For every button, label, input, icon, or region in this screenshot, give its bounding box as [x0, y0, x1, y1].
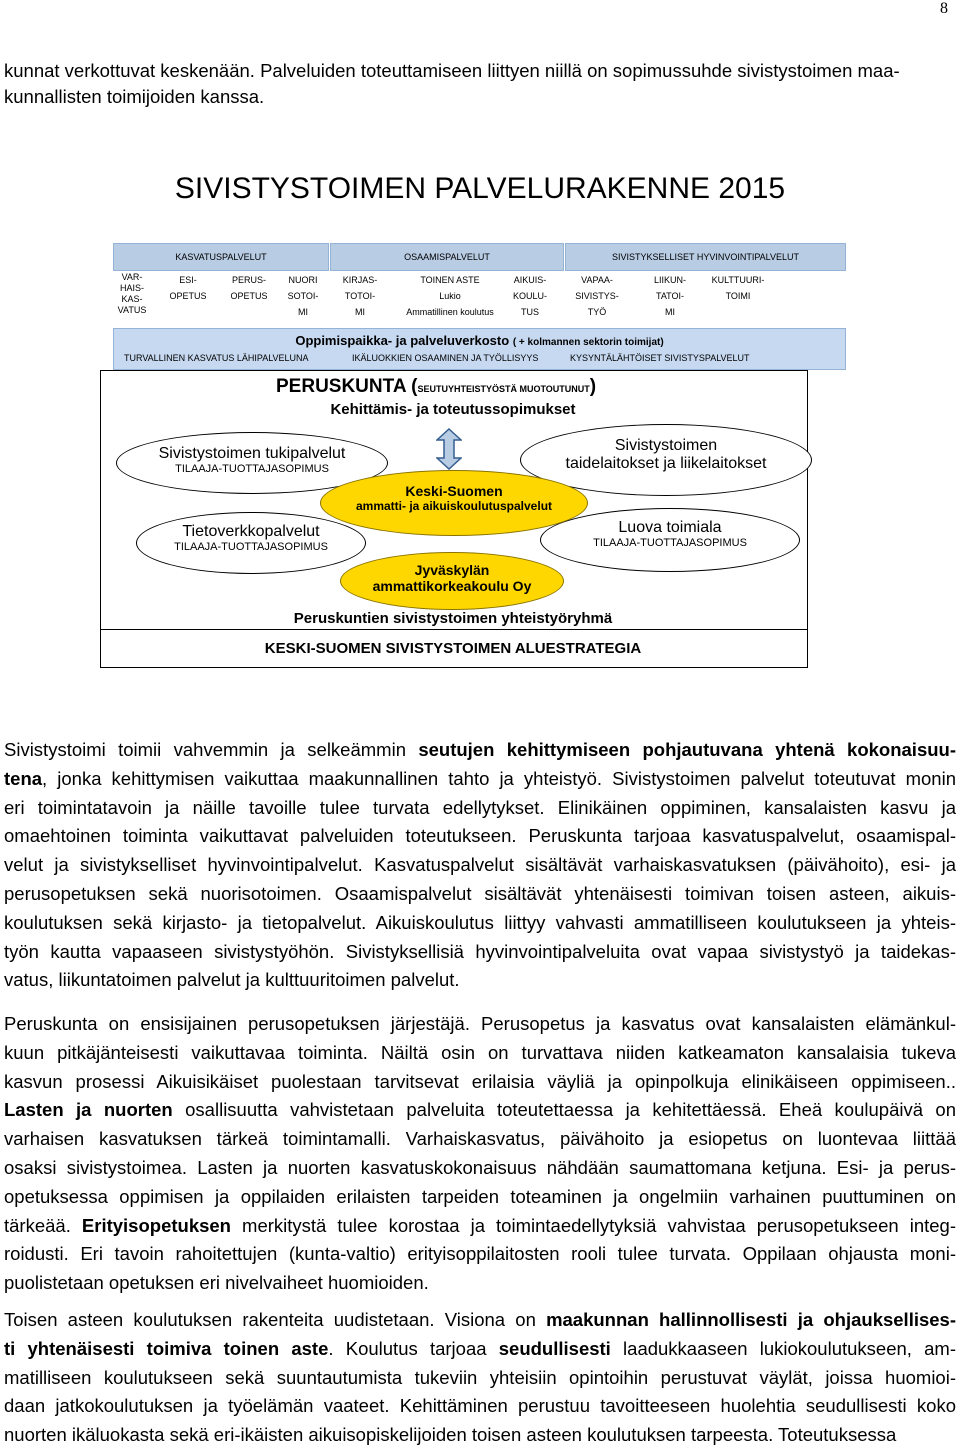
text-line: [4, 1183, 956, 1212]
text-line: [4, 851, 956, 880]
text-run: nuorten ikäluokasta sekä eri-ikäisten aikuisopiskelijoiden toisen asteen koulutuksen tarpeesta. Toteutuksessa: [4, 1424, 897, 1446]
intro-line: kunnat verkottuvat keskenään. Palveluiden toteuttamiseen liittyen niillä on sopimussuhde sivistystoimen maa-: [4, 60, 900, 81]
paragraph-2: [4, 1010, 956, 1298]
text-line: [4, 1154, 956, 1183]
header-bar-kasvatus: KASVATUSPALVELUT: [113, 243, 329, 271]
jyvaskyla-line2: ammattikorkeakoulu Oy: [372, 578, 532, 594]
taidelaitokset-line2: taidelaitokset ja liikelaitokset: [565, 455, 767, 472]
text-run: kuun pitkäjänteisesti vaikuttavaa toiminta. Näiltä osin on turvattava niiden katkeamaton kansalaisia tukeva: [4, 1041, 956, 1063]
col-perusopetus: PERUS- OPETUS: [230, 275, 268, 301]
text-line: [4, 1039, 956, 1068]
bold-text: seutujen kehittymiseen pohjautuvana yhtenä kokonaisuu-: [418, 739, 956, 760]
text-run: varhaisen kasvatuksen tärkeä toimintamalli. Varhaiskasvatus, päivähoito ja esiopetus on luontevaa liittää: [4, 1128, 956, 1150]
text-line: [4, 1212, 956, 1241]
sub-label-osaaminen: IKÄLUOKKIEN OSAAMINEN JA TYÖLLISYYS: [352, 353, 539, 363]
text-line: [4, 794, 956, 823]
text-line: [4, 1421, 956, 1450]
bold-text: maakunnan hallinnollisesti ja ohjauksellises-: [546, 1309, 957, 1330]
text-line: [4, 1335, 956, 1364]
keski-suomen-line2: ammatti- ja aikuiskoulutuspalvelut: [355, 499, 553, 513]
text-run: eri toimintatavoin ja näille tavoille tulee turvata edellytykset. Elinikäinen oppiminen, kansalaisten kasvu ja: [4, 796, 956, 818]
tietoverkko-sub: TILAAJA-TUOTTAJASOPIMUS: [174, 541, 328, 553]
luova-ellipse: [540, 508, 800, 572]
text-run: työn kautta vapaaseen sivistystyöhön. Sivistyksellisiä hyvinvointipalveluita ovat vapaa sivistystyö ja taidekas-: [4, 940, 956, 962]
text-line: [4, 1392, 956, 1421]
bold-text: tena: [4, 767, 43, 789]
header-bar-hyvinvointi: SIVISTYKSELLISET HYVINVOINTIPALVELUT: [565, 243, 846, 271]
keski-suomen-ellipse: [320, 470, 588, 536]
text-line: [4, 966, 956, 995]
text-line: [4, 1096, 956, 1125]
text-line: [4, 1125, 956, 1154]
text-line: [4, 880, 956, 909]
bold-text: Lasten ja nuorten: [4, 1099, 173, 1121]
text-line: [4, 938, 956, 967]
bold-text: ti yhtenäisesti toimiva toinen aste: [4, 1337, 329, 1359]
yhteistyoryhma-label: Peruskuntien sivistystoimen yhteistyöryhmä: [293, 610, 613, 627]
tietoverkko-ellipse: [136, 512, 366, 574]
col-toinen-aste: TOINEN ASTE Lukio Ammatillinen koulutus: [406, 275, 494, 317]
header-bar-osaamis: OSAAMISPALVELUT: [330, 243, 564, 271]
divider-line: [100, 629, 808, 630]
network-bar: [113, 328, 846, 370]
bold-text: seudullisesti: [498, 1337, 611, 1359]
col-nuorisotoimi: NUORI SOTOI- MI: [287, 275, 319, 317]
aluestrategia-label: KESKI-SUOMEN SIVISTYSTOIMEN ALUESTRATEGIA: [264, 640, 642, 657]
paragraph-1: [4, 736, 956, 995]
jyvaskyla-ellipse: [340, 552, 564, 610]
chart-title: SIVISTYSTOIMEN PALVELURAKENNE 2015: [174, 172, 786, 205]
text-line: [4, 765, 956, 794]
text-run: osallisuutta vahvistetaan palveluita toteutettaessa ja kehitettäessä. Eheä koulupäivä on: [172, 1099, 956, 1121]
col-liikuntatoimi: LIIKUN- TATOI- MI: [653, 275, 686, 317]
text-run: roidusti. Eri tavoin rahoitettujen (kunta-valtio) erityisoppilaitosten rooli tulee turvata. Oppilaan ohjausta moni-: [4, 1243, 956, 1265]
col-vapaa-sivistystyo: VAPAA- SIVISTYS- TYÖ: [575, 275, 619, 317]
text-line: [4, 1269, 956, 1298]
kehittamis-label: Kehittämis- ja toteutussopimukset: [330, 401, 576, 418]
text-run: Toisen asteen koulutuksen rakenteita uudistetaan. Visiona on: [4, 1309, 547, 1330]
text-line: [4, 1068, 956, 1097]
text-run: . Koulutus tarjoaa: [328, 1337, 499, 1359]
text-run: perusopetuksen sekä nuorisotoimen. Osaamispalvelut sisältävät yhtenäisesti toimivan toisen asteen, aikuis-: [4, 882, 956, 904]
text-run: matilliseen koulutukseen sekä suuntautumista tukeviin yhteisiin opintoihin perustuvat väylät, joissa huomioi-: [4, 1366, 956, 1388]
text-run: merkitystä tulee korostaa ja toimintaedellytyksiä vahvistaa perusopetukseen integ-: [230, 1214, 956, 1236]
text-run: kasvun prosessi Aikuisikäiset puolestaan tarvitsevat erilaisia väyliä ja opinpolkuja elinikäiseen oppimiseen..: [4, 1070, 956, 1092]
text-line: [4, 1240, 956, 1269]
text-line: [4, 822, 956, 851]
text-run: omaehtoinen toiminta vaikuttavat palveluiden toteutukseen. Peruskunta tarjoaa kasvatuspalvelut, osaamispal-: [4, 825, 956, 847]
text-run: daan jatkokoulutuksen ja työelämän vaateet. Kehittäminen perustuu tavoitteeseen huolehtia seudullisesti koko: [4, 1395, 956, 1417]
text-run: Sivistystoimi toimii vahvemmin ja selkeämmin: [4, 739, 419, 760]
text-run: tärkeää.: [4, 1214, 82, 1236]
keski-suomen-line1: Keski-Suomen: [405, 483, 503, 499]
sub-label-sivistys: KYSYNTÄLÄHTÖISET SIVISTYSPALVELUT: [570, 353, 750, 363]
luova-sub: TILAAJA-TUOTTAJASOPIMUS: [593, 537, 747, 549]
double-arrow-icon: [436, 428, 462, 470]
sub-label-kasvatus: TURVALLINEN KASVATUS LÄHIPALVELUNA: [124, 353, 309, 363]
paragraph-3: [4, 1306, 956, 1450]
peruskunta-title: PERUSKUNTA (SEUTUYHTEISTYÖSTÄ MUOTOUTUNUT): [276, 376, 597, 397]
text-line: [4, 909, 956, 938]
page-number: 8: [940, 0, 948, 17]
intro-line: kunnallisten toimijoiden kanssa.: [4, 86, 265, 107]
text-run: laadukkaaseen lukiokoulutukseen, am-: [610, 1337, 957, 1359]
text-line: [4, 1364, 956, 1393]
col-kulttuuritoimi: KULTTUURI- TOIMI: [711, 275, 765, 301]
jyvaskyla-line1: Jyväskylän: [414, 562, 490, 578]
tietoverkko-label: Tietoverkkopalvelut: [182, 523, 320, 540]
col-esiopetus: ESI- OPETUS: [169, 275, 207, 301]
text-run: koulutuksen sekä kirjasto- ja tietopalvelut. Aikuiskoulutus liittyy vahvasti ammatilliseen koulutukseen ja yhteis-: [4, 911, 956, 933]
text-run: osaksi sivistystoimea. Lasten ja nuorten kasvatuskokonaisuus nähdään saumattomana ketjuna. Esi- ja perus-: [4, 1156, 956, 1178]
col-aikuiskoulutus: AIKUIS- KOULU- TUS: [512, 275, 547, 317]
text-run: Peruskunta on ensisijainen perusopetuksen järjestäjä. Perusopetus ja kasvatus ovat kansalaisten elämänkul-: [4, 1013, 956, 1034]
text-run: , jonka kehittymisen vaikuttaa maakunnallinen tahto ja yhteistyö. Sivistystoimen palvelut toteutuvat monin: [42, 767, 956, 789]
tukipalvelut-sub: TILAAJA-TUOTTAJASOPIMUS: [175, 463, 329, 475]
tukipalvelut-label: Sivistystoimen tukipalvelut: [158, 445, 346, 462]
structure-diagram: [0, 0, 960, 700]
luova-label: Luova toimiala: [618, 519, 722, 536]
taidelaitokset-line1: Sivistystoimen: [614, 437, 718, 454]
text-line: [4, 1306, 956, 1335]
text-line: [4, 1010, 956, 1039]
text-line: [4, 736, 956, 765]
text-run: velut ja sivistykselliset hyvinvointipalvelut. Kasvatuspalvelut sisältävät varhaiskasvatuksen (päivähoito), esi- ja: [4, 854, 956, 876]
text-run: vatus, liikuntatoimen palvelut ja kulttuuritoimen palvelut.: [4, 969, 460, 991]
col-varhaiskasvatus: VAR- HAIS- KAS- VATUS: [117, 272, 147, 315]
text-run: opetuksessa oppimisen ja oppilaiden erilaisten tarpeiden toteaminen ja ongelmiin varhainen puuttuminen on: [4, 1185, 956, 1207]
network-title: Oppimispaikka- ja palveluverkosto ( + kolmannen sektorin toimijat): [295, 333, 664, 348]
col-kirjastotoimi: KIRJAS- TOTOI- MI: [342, 275, 378, 317]
bold-text: Erityisopetuksen: [81, 1214, 231, 1236]
text-run: puolistetaan opetuksen eri nivelvaiheet huomioiden.: [4, 1272, 429, 1294]
